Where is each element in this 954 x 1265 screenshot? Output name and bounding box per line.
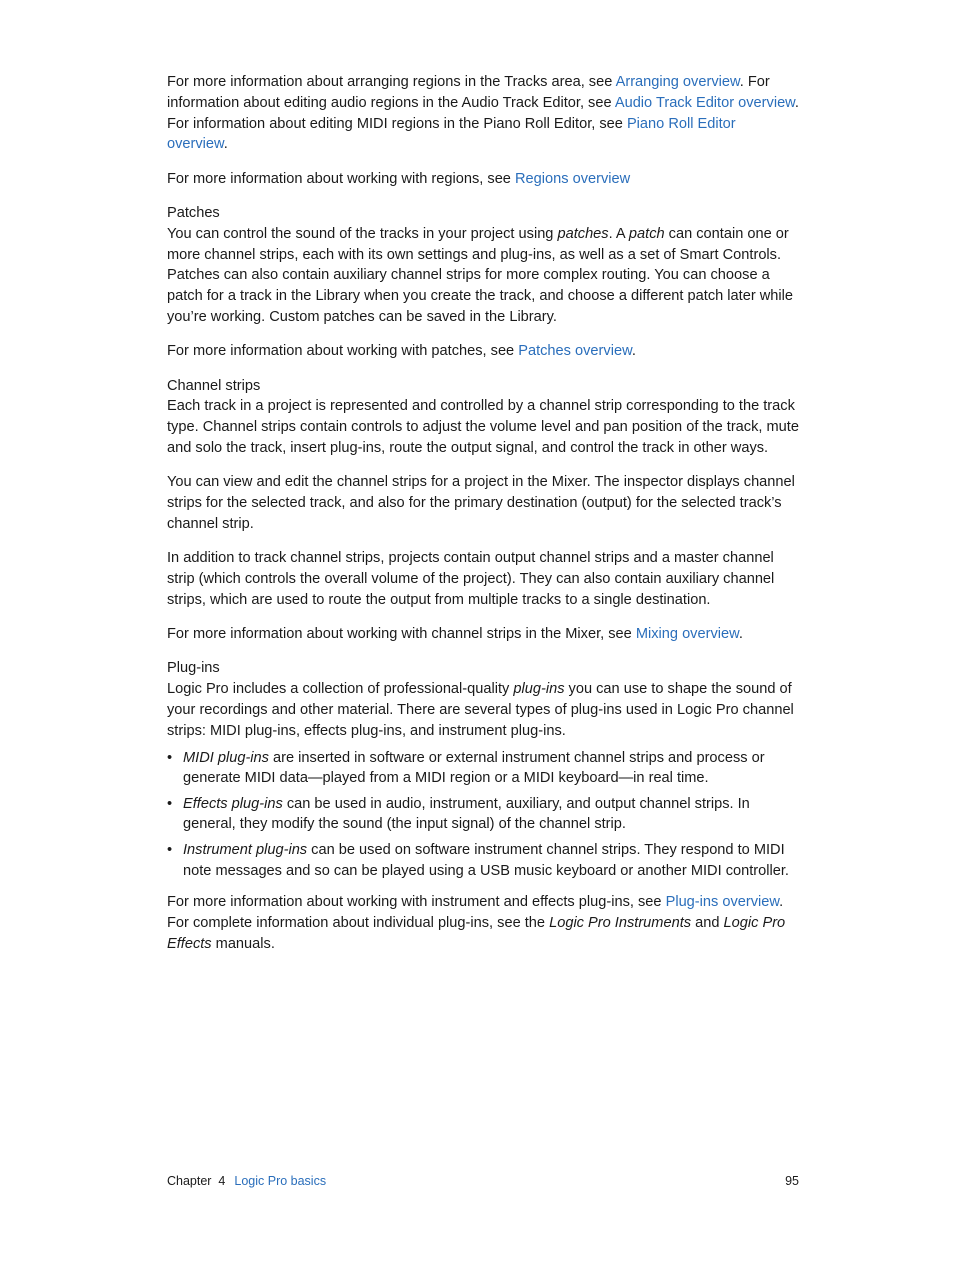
bullet-icon: • [167, 749, 173, 766]
list-item [167, 748, 799, 790]
patches-paragraph [167, 224, 799, 328]
text: For more information about working with patches, see [167, 343, 519, 360]
bullet-icon: • [167, 795, 173, 812]
plugins-paragraph [167, 679, 799, 741]
text: . For information about editing MIDI regions in the Piano Roll Editor, see [167, 94, 799, 132]
plugin-types-list [167, 748, 799, 882]
text: can contain one or more channel strips, each with its own settings and plug-ins, as well as a set of Smart Controls. Patches can also contain auxiliary channel strips for more complex routing. You can choose a patch for a track in the Library when you create the track, and choose a different patch later while you’re working. Custom patches can be saved in the Library. [167, 225, 793, 325]
page-number: 95 [785, 1174, 799, 1188]
text: . For information about editing audio regions in the Audio Track Editor, see [167, 74, 770, 111]
plugins-more-info-paragraph [167, 892, 799, 954]
list-term: Instrument plug-ins [183, 841, 308, 858]
text: . [631, 343, 636, 360]
text: . [223, 136, 228, 153]
emphasis: patches [557, 225, 609, 242]
arranging-overview-link[interactable]: Arranging overview [615, 74, 740, 90]
patches-overview-link[interactable]: Patches overview [518, 343, 632, 360]
chapter-label: Chapter 4 [167, 1174, 226, 1188]
chapter-title-link[interactable]: Logic Pro basics [234, 1174, 327, 1188]
audio-track-editor-overview-link[interactable]: Audio Track Editor overview [614, 94, 795, 111]
plugins-overview-link[interactable]: Plug-ins overview [665, 894, 780, 911]
channel-strips-paragraph-1: Each track in a project is represented and controlled by a channel strip corresponding to the track type. Channel strips contain controls to adjust the volume level and pan position of the track, mute and solo the track, insert plug-ins, route the output signal, and control the track in other ways. [167, 398, 799, 456]
bullet-icon: • [167, 841, 173, 858]
emphasis: Logic Pro Effects [167, 915, 786, 952]
text: For more information about working with instrument and effects plug-ins, see [167, 894, 666, 911]
intro-paragraph [167, 72, 799, 155]
channel-strips-heading: Channel strips [167, 377, 261, 394]
piano-roll-editor-overview-link[interactable]: Piano Roll Editor overview [167, 115, 736, 153]
channel-strips-paragraph-3: In addition to track channel strips, projects contain output channel strips and a master channel strip (which controls the overall volume of the project). They can also contain auxiliary channel strips, which are used to route the output from multiple tracks to a single destination. [167, 550, 775, 608]
text: You can control the sound of the tracks in your project using [167, 225, 558, 242]
channel-strips-more-info-paragraph [167, 624, 799, 645]
patches-more-info-paragraph [167, 341, 799, 362]
text: . For complete information about individual plug-ins, see the [167, 894, 784, 932]
regions-overview-link[interactable]: Regions overview [514, 170, 631, 187]
text: For more information about working with channel strips in the Mixer, see [167, 626, 636, 643]
list-text: are inserted in software or external instrument channel strips and process or generate MIDI data—played from a MIDI region or a MIDI keyboard—in real time. [183, 749, 765, 787]
text: and [691, 915, 724, 932]
list-item [167, 794, 799, 836]
emphasis: plug-ins [513, 681, 565, 698]
plugins-heading: Plug-ins [167, 660, 220, 677]
emphasis: patch [628, 225, 665, 242]
list-term: MIDI plug-ins [183, 749, 269, 766]
text: For more information about working with regions, see [167, 170, 515, 187]
list-text: can be used on software instrument channel strips. They respond to MIDI note messages and so can be played using a USB music keyboard or another MIDI controller. [183, 841, 789, 879]
text: you can use to shape the sound of your recordings and other material. There are several types of plug-ins used in Logic Pro channel strips: MIDI plug-ins, effects plug-ins, and instrument plug-ins. [167, 681, 794, 739]
text: For more information about arranging regions in the Tracks area, see [167, 74, 616, 90]
patches-heading: Patches [167, 204, 220, 221]
text: Logic Pro includes a collection of professional-quality [167, 681, 514, 698]
text: manuals. [211, 935, 275, 952]
list-text: can be used in audio, instrument, auxiliary, and output channel strips. In general, they modify the sound (the input signal) of the channel strip. [183, 795, 750, 833]
list-item [167, 840, 799, 882]
page-footer [167, 1172, 799, 1190]
regions-paragraph [167, 169, 799, 190]
text: . [738, 626, 743, 643]
mixing-overview-link[interactable]: Mixing overview [635, 626, 739, 643]
channel-strips-paragraph-2: You can view and edit the channel strips for a project in the Mixer. The inspector displays channel strips for the selected track, and also for the primary destination (output) for the selected track’s channel strip. [167, 474, 795, 532]
text: . A [608, 225, 629, 242]
page-content [167, 72, 799, 968]
emphasis: Logic Pro Instruments [549, 915, 692, 932]
list-term: Effects plug-ins [183, 795, 283, 812]
